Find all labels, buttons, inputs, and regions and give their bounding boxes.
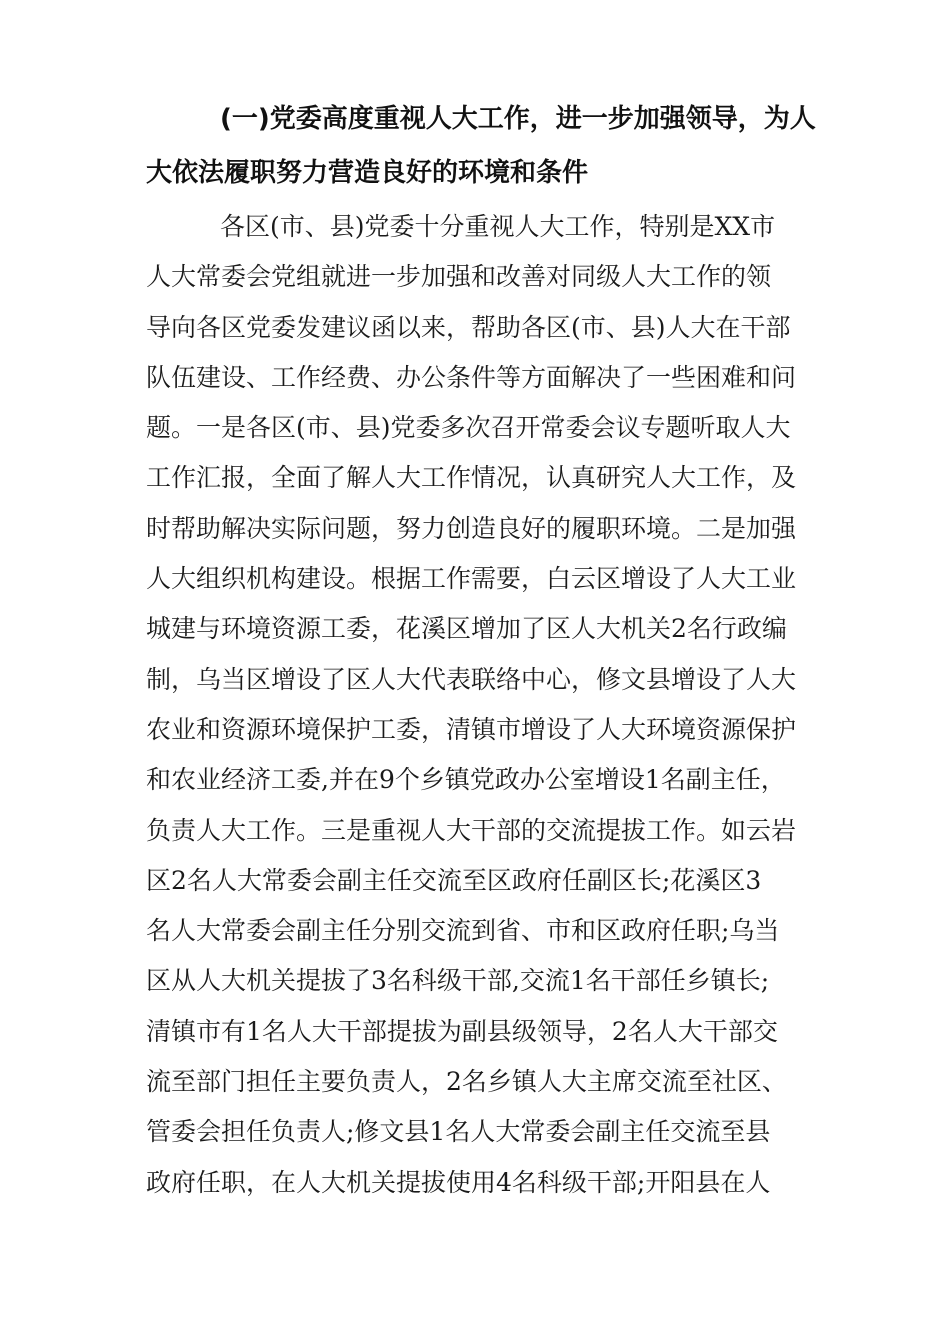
- paragraph-line: 时帮助解决实际问题，努力创造良好的履职环境。二是加强: [146, 513, 797, 543]
- paragraph-line: 流至部门担任主要负责人，2名乡镇人大主席交流至社区、: [146, 1067, 787, 1097]
- heading-line: (一)党委高度重视人大工作，进一步加强领导，为人: [220, 104, 816, 134]
- paragraph-line: 和农业经济工委,并在9个乡镇党政办公室增设1名副主任，: [146, 765, 786, 795]
- paragraph-line: 题。一是各区(市、县)党委多次召开常委会议专题听取人大: [146, 413, 791, 443]
- paragraph-line: 导向各区党委发建议函以来，帮助各区(市、县)人大在干部: [146, 312, 791, 342]
- paragraph-line: 政府任职，在人大机关提拔使用4名科级干部;开阳县在人: [146, 1167, 771, 1197]
- paragraph-line: 农业和资源环境保护工委，清镇市增设了人大环境资源保护: [146, 714, 797, 744]
- body-paragraph: [146, 202, 816, 1208]
- paragraph-line: 区2名人大常委会副主任交流至区政府任副区长;花溪区3: [146, 865, 762, 895]
- paragraph-line: 负责人大工作。三是重视人大干部的交流提拔工作。如云岩: [146, 815, 797, 845]
- paragraph-line: 制，乌当区增设了区人大代表联络中心，修文县增设了人大: [146, 664, 797, 694]
- paragraph-line: 队伍建设、工作经费、办公条件等方面解决了一些困难和问: [146, 362, 797, 392]
- paragraph-line: 城建与环境资源工委，花溪区增加了区人大机关2名行政编: [146, 614, 787, 644]
- paragraph-line: 人大常委会党组就进一步加强和改善对同级人大工作的领: [146, 262, 772, 292]
- paragraph-line: 名人大常委会副主任分别交流到省、市和区政府任职;乌当: [146, 916, 780, 946]
- paragraph-line: 清镇市有1名人大干部提拔为副县级领导，2名人大干部交: [146, 1016, 778, 1046]
- heading-line: 大依法履职努力营造良好的环境和条件: [146, 158, 589, 188]
- paragraph-line: 管委会担任负责人;修文县1名人大常委会副主任交流至县: [146, 1117, 771, 1147]
- section-heading: [146, 92, 816, 200]
- paragraph-line: 工作汇报，全面了解人大工作情况，认真研究人大工作，及: [146, 463, 797, 493]
- paragraph-line: 人大组织机构建设。根据工作需要，白云区增设了人大工业: [146, 564, 797, 594]
- paragraph-line: 区从人大机关提拔了3名科级干部,交流1名干部任乡镇长;: [146, 966, 770, 996]
- paragraph-line: 各区(市、县)党委十分重视人大工作，特别是XX市: [220, 212, 776, 241]
